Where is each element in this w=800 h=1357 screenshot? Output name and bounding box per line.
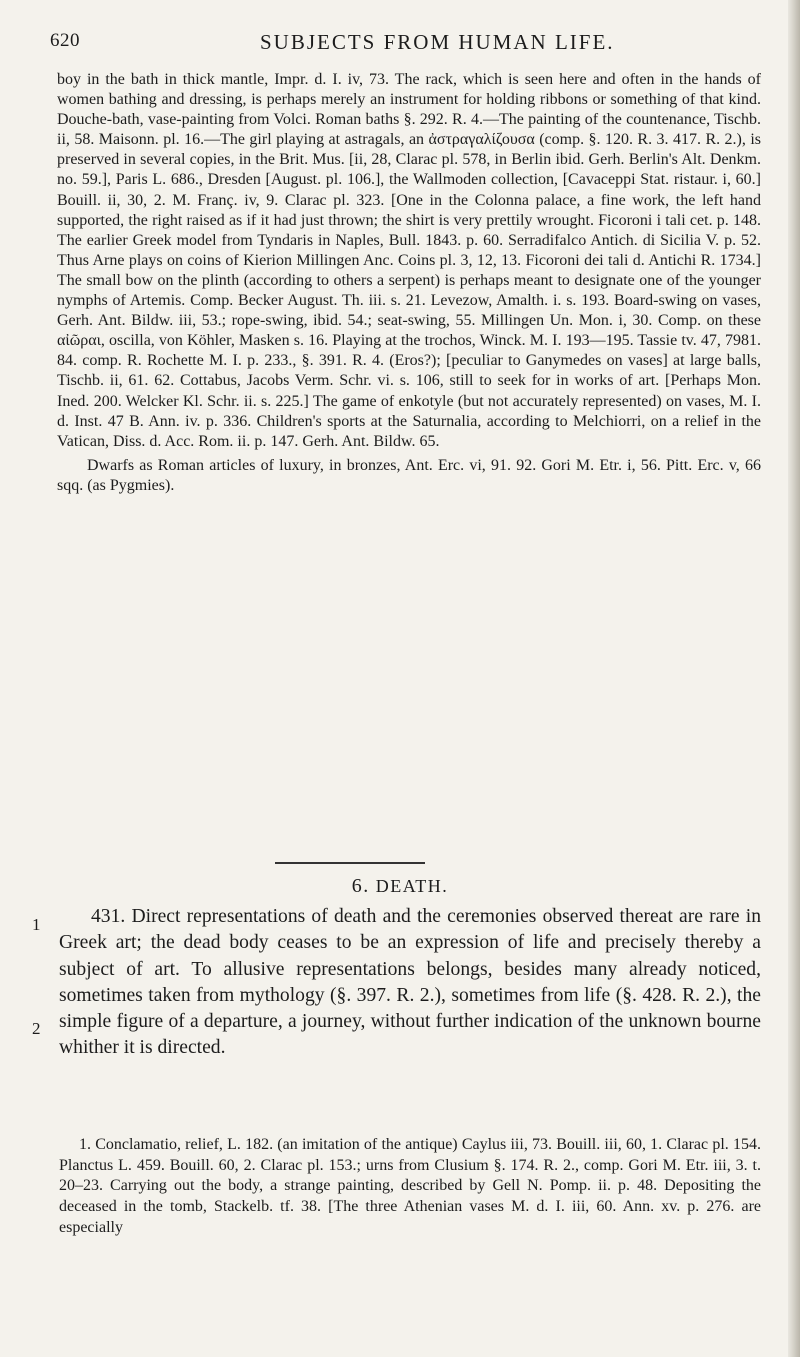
running-head: SUBJECTS FROM HUMAN LIFE.	[260, 30, 615, 54]
section-number: 6.	[351, 875, 370, 897]
body-paragraph: 431. Direct representations of death and the ceremonies observed thereat are rare in Greek art; the dead body ceases to be an expression of life and precisely thereby a subject of art. To allusive representations belongs, besides many already noticed, sometimes taken from mythology (§. 397. R. 2.), sometimes from life (§. 428. R. 2.), the simple figure of a departure, a journey, without further indication of the unknown bourne whither it is directed.	[59, 906, 761, 1059]
page-header	[50, 30, 780, 60]
section-title: DEATH.	[375, 876, 449, 896]
notes-paragraph: boy in the bath in thick mantle, Impr. d. I. iv, 73. The rack, which is seen here and often in the hands of women bathing and dressing, is perhaps merely an instrument for holding ribbons or something of that kind. Douche-bath, vase-painting from Volci. Roman baths §. 292. R. 4.—The painting of the countenance, Tischb. ii, 58. Maisonn. pl. 16.—The girl playing at astragals, an ἀστραγαλίζουσα (comp. §. 120. R. 3. 417. R. 2.), is preserved in several copies, in the Brit. Mus. [ii, 28, Clarac pl. 578, in Berlin ibid. Gerh. Berlin's Alt. Denkm. no. 59.], Paris L. 686., Dresden [August. pl. 106.], the Wallmoden collection, [Cavaceppi Stat. ristaur. i, 60.] Bouill. ii, 30, 2. M. Franç. iv, 9. Clarac pl. 323. [One in the Colonna palace, a fine work, the left hand supported, the right raised as if it had just thrown; the shirt is very prettily wrought. Ficoroni i tali cet. p. 148. The earlier Greek model from Tyndaris in Naples, Bull. 1843. p. 60. Serradifalco Antich. di Sicilia V. p. 52. Thus Arne plays on coins of Kierion Millingen Anc. Coins pl. 3, 12, 13. Ficoroni dei tali d. Antichi R. 1734.] The small bow on the plinth (according to others a serpent) is perhaps meant to designate one of the younger nymphs of Artemis. Comp. Becker August. Th. iii. s. 21. Levezow, Amalth. i. s. 193. Board-swing on vases, Gerh. Ant. Bildw. iii, 53.; rope-swing, ibid. 54.; seat-swing, 55. Millingen Un. Mon. i, 30. Comp. on these αἰῶραι, oscilla, von Köhler, Masken s. 16. Playing at the trochos, Winck. M. I. 193—195. Tassie tv. 47, 7981. 84. comp. R. Rochette M. I. p. 233., §. 391. R. 4. (Eros?); [peculiar to Ganymedes on vases] at large balls, Tischb. ii, 61. 62. Cottabus, Jacobs Verm. Schr. vi. s. 106, still to seek for in works of art. [Perhaps Mon. Ined. 200. Welcker Kl. Schr. ii. s. 225.] The game of enkotyle (but not accurately represented) on vases, M. I. d. Inst. 47 B. Ann. iv. p. 336. Children's sports at the Saturnalia, according to Melchiorri, on a relief in the Vatican, Diss. d. Acc. Rom. ii. p. 147. Gerh. Ant. Bildw. 65.	[57, 71, 761, 450]
page-number: 620	[50, 30, 80, 51]
footnote-paragraph: 1. Conclamatio, relief, L. 182. (an imitation of the antique) Caylus iii, 73. Bouill. iii, 60, 1. Clarac pl. 154. Planctus L. 459. Bouill. 60, 2. Clarac pl. 153.; urns from Clusium §. 174. R. 2., comp. Gori M. Etr. iii, 3. t. 20–23. Carrying out the body, a strange painting, described by Gell N. Pomp. ii. p. 48. Depositing the deceased in the tomb, Stackelb. tf. 38. [The three Athenian vases M. d. I. iii, 60. Ann. xv. p. 276. are especially	[59, 1136, 761, 1236]
margin-number: 2	[32, 1019, 41, 1038]
margin-number: 1	[32, 915, 41, 934]
footnotes-block	[59, 1135, 761, 1239]
section-heading	[0, 875, 800, 898]
section-divider	[275, 862, 425, 864]
main-text	[59, 904, 761, 1062]
notes-paragraph: Dwarfs as Roman articles of luxury, in bronzes, Ant. Erc. vi, 91. 92. Gori M. Etr. i, 56. Pitt. Erc. v, 66 sqq. (as Pygmies).	[57, 456, 761, 494]
page-edge-shadow	[788, 0, 800, 1357]
notes-block	[57, 70, 761, 496]
